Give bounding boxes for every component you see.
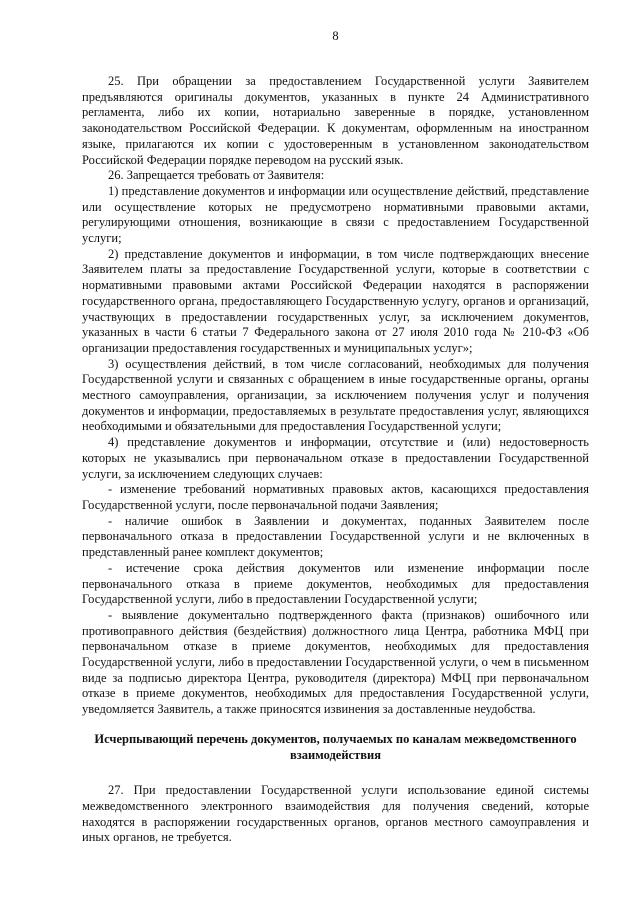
exception-item-3: - истечение срока действия документов или изменение информации после первоначального отказа в приеме документов, необходимых для предоставления Государственной услуги, либо в предоставлении Государственной услуги; xyxy=(82,560,589,607)
paragraph-26-item-1: 1) представление документов и информации или осуществление действий, представление или осуществление которых не предусмотрено нормативными правовыми актами, регулирующими отношения, возникающие в связи с предоставлением Государственной услуги; xyxy=(82,183,589,246)
exception-item-4: - выявление документально подтвержденного факта (признаков) ошибочного или противоправного действия (бездействия) должностного лица Центра, работника МФЦ при первоначальном отказе в приеме документов, необходимых для предоставления Государственной услуги, либо в предоставлении Государственной услуги, о чем в письменном виде за подписью директора Центра, руководителя (директора) МФЦ при первоначальном отказе в приеме документов, необходимых для предоставления Государственной услуги, уведомляется Заявитель, а также приносятся извинения за доставленные неудобства. xyxy=(82,607,589,717)
paragraph-25: 25. При обращении за предоставлением Государственной услуги Заявителем предъявляются оригиналы документов, указанных в пункте 24 Административного регламента, либо их копии, нотариально заверенные в порядке, установленном законодательством Российской Федерации. К документам, оформленным на иностранном языке, прилагаются их копии с удостоверенным в установленном законодательством Российской Федерации порядке переводом на русский язык. xyxy=(82,74,589,167)
paragraph-26-item-2: 2) представление документов и информации, в том числе подтверждающих внесение Заявителем платы за предоставление Государственной услуги, которые в соответствии с нормативными правовыми актами Российской Федерации находятся в распоряжении государственного органа, предоставляющего Государственную услугу, органов и организаций, участвующих в предоставлении государственных услуг, за исключением документов, указанных в части 6 статьи 7 Федерального закона от 27 июля 2010 года № 210-ФЗ «Об организации предоставления государственных и муниципальных услуг»; xyxy=(82,246,589,355)
paragraph-26-item-4: 4) представление документов и информации, отсутствие и (или) недостоверность которых не указывались при первоначальном отказе в предоставлении Государственной услуги, за исключением следующих случаев: xyxy=(82,435,589,481)
paragraph-27: 27. При предоставлении Государственной услуги использование единой системы межведомственного электронного взаимодействия для получения сведений, которые находятся в распоряжении государственных органов, органов местного самоуправления и иных органов, не требуется. xyxy=(82,783,589,845)
exception-item-1: - изменение требований нормативных правовых актов, касающихся предоставления Государственной услуги, после первоначальной подачи Заявления; xyxy=(82,482,589,512)
page-number: 8 xyxy=(332,29,339,43)
paragraph-26: 26. Запрещается требовать от Заявителя: xyxy=(108,168,325,183)
section-heading: Исчерпывающий перечень документов, получаемых по каналам межведомственного взаимодействия xyxy=(94,731,577,762)
exception-item-2: - наличие ошибок в Заявлении и документах, поданных Заявителем после первоначального отказа в предоставлении Государственной услуги и не включенных в представленный ранее комплект документов; xyxy=(82,513,589,560)
paragraph-26-item-3: 3) осуществления действий, в том числе согласований, необходимых для получения Государственной услуги и связанных с обращением в иные государственные органы, органы местного самоуправления, организации, за исключением получения услуг и получения документов и информации, предоставляемых в результате предоставления услуг, являющихся необходимыми и обязательными для предоставления Государственной услуги; xyxy=(82,356,589,434)
